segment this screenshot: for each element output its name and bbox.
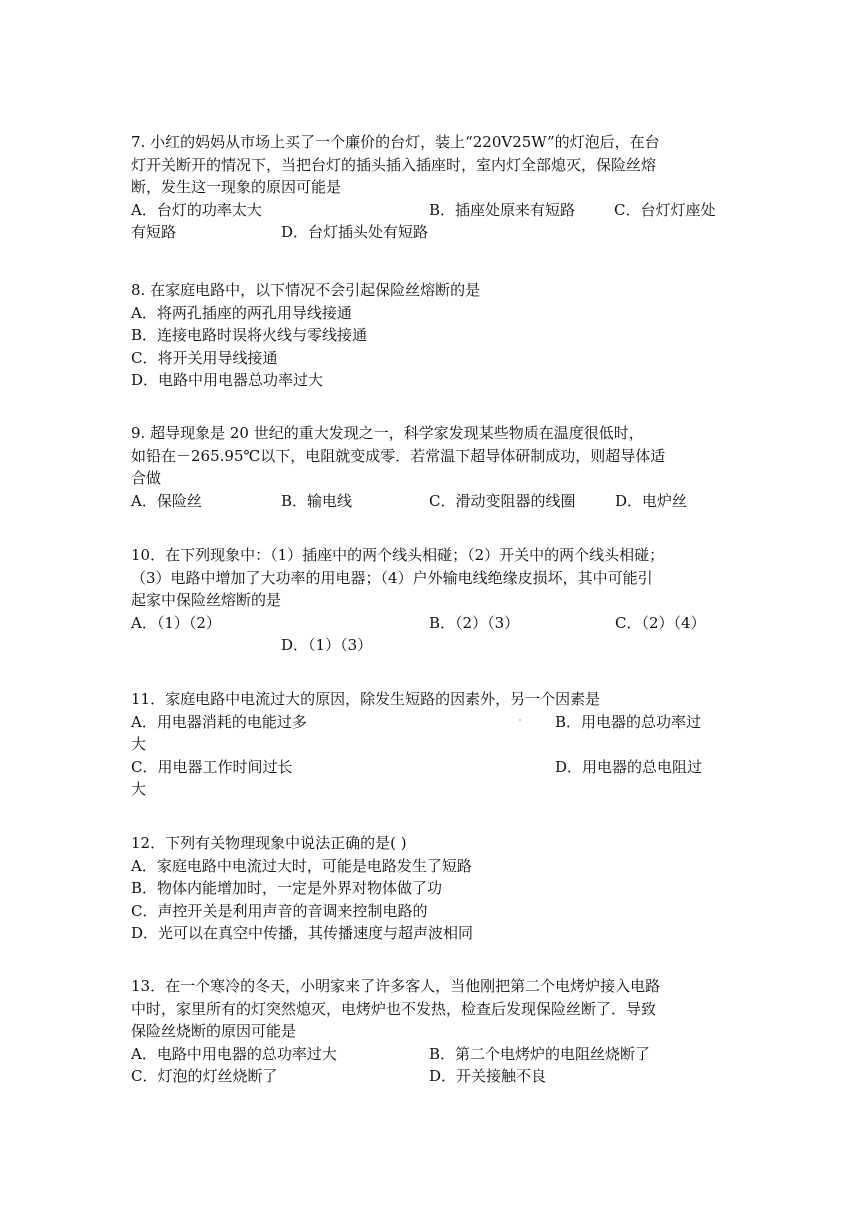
option-b: B．输电线 xyxy=(281,491,353,510)
question-stem-line: 11．家庭电路中电流过大的原因，除发生短路的因素外，另一个因素是 xyxy=(131,690,601,708)
question-stem-line: 断，发生这一现象的原因可能是 xyxy=(131,178,342,196)
option-b-continued: 大 xyxy=(131,735,147,753)
option-d: D．电路中用电器总功率过大 xyxy=(131,371,324,389)
option-c: C．灯泡的灯丝烧断了 xyxy=(131,1067,278,1085)
question-stem-line: 10．在下列现象中：（1）插座中的两个线头相碰；（2）开关中的两个线头相碰； xyxy=(131,546,665,564)
question-stem-line: 如铅在－265.95℃以下，电阻就变成零．若常温下超导体研制成功，则超导体适 xyxy=(131,446,666,465)
option-d: D．台灯插头处有短路 xyxy=(281,223,429,241)
option-a: A．电路中用电器的总功率过大 xyxy=(131,1044,337,1063)
option-a: A．台灯的功率太大 xyxy=(131,200,262,219)
option-a: A．（1）（2） xyxy=(131,613,221,632)
question-stem-line: 13．在一个寒冷的冬天，小明家来了许多客人，当他刚把第二个电烤炉接入电路 xyxy=(131,977,661,995)
question-8 xyxy=(131,279,731,392)
question-11 xyxy=(131,688,731,801)
option-a: A．保险丝 xyxy=(131,491,202,510)
option-c: C．滑动变阻器的线圈 xyxy=(429,491,576,510)
option-d: D．光可以在真空中传播，其传播速度与超声波相同 xyxy=(131,924,474,942)
option-a: A．将两孔插座的两孔用导线接通 xyxy=(131,303,352,322)
option-c-continued: 有短路 xyxy=(131,223,177,241)
option-c: C．用电器工作时间过长 xyxy=(131,757,293,776)
option-b: B．用电器的总功率过 xyxy=(555,712,702,731)
option-b: B．第二个电烤炉的电阻丝烧断了 xyxy=(429,1044,651,1063)
question-9 xyxy=(131,422,731,512)
option-c: C．将开关用导线接通 xyxy=(131,348,278,367)
option-b: B．插座处原来有短路 xyxy=(429,200,576,219)
option-d: D．（1）（3） xyxy=(281,636,373,654)
question-stem-line: 保险丝烧断的原因可能是 xyxy=(131,1022,297,1040)
option-c: C．（2）（4） xyxy=(615,613,706,632)
stray-mark xyxy=(519,719,521,721)
option-b: B．物体内能增加时，一定是外界对物体做了功 xyxy=(131,879,443,897)
option-d: D．开关接触不良 xyxy=(429,1067,547,1085)
option-a: A．用电器消耗的电能过多 xyxy=(131,712,307,731)
question-stem-line: 中时，家里所有的灯突然熄灭，电烤炉也不发热，检查后发现保险丝断了．导致 xyxy=(131,999,657,1018)
question-stem-line: 7. 小红的妈妈从市场上买了一个廉价的台灯，装上“220V25W”的灯泡后，在台 xyxy=(131,133,660,151)
question-stem-line: （3）电路中增加了大功率的用电器；（4）户外输电线绝缘皮损坏，其中可能引 xyxy=(131,568,653,587)
question-10 xyxy=(131,544,731,657)
option-b: B．连接电路时误将火线与零线接通 xyxy=(131,326,368,344)
question-stem-line: 9. 超导现象是 20 世纪的重大发现之一，科学家发现某些物质在温度很低时， xyxy=(131,424,644,442)
option-d-continued: 大 xyxy=(131,780,147,798)
question-stem-line: 灯开关断开的情况下，当把台灯的插头插入插座时，室内灯全部熄灭，保险丝熔 xyxy=(131,155,657,174)
option-b: B．（2）（3） xyxy=(429,613,520,632)
question-12 xyxy=(131,832,731,945)
option-d: D．电炉丝 xyxy=(615,491,688,510)
option-d: D．用电器的总电阻过 xyxy=(555,757,703,776)
option-c: C．声控开关是利用声音的音调来控制电路的 xyxy=(131,901,428,920)
option-c: C．台灯灯座处 xyxy=(614,200,716,219)
question-13 xyxy=(131,975,731,1088)
question-stem-line: 起家中保险丝熔断的是 xyxy=(131,591,282,609)
option-a: A．家庭电路中电流过大时，可能是电路发生了短路 xyxy=(131,856,472,875)
question-stem-line: 12．下列有关物理现象中说法正确的是( ) xyxy=(131,834,407,852)
question-stem-line: 合做 xyxy=(131,469,162,487)
question-7 xyxy=(131,131,731,244)
question-stem-line: 8. 在家庭电路中，以下情况不会引起保险丝熔断的是 xyxy=(131,281,481,299)
